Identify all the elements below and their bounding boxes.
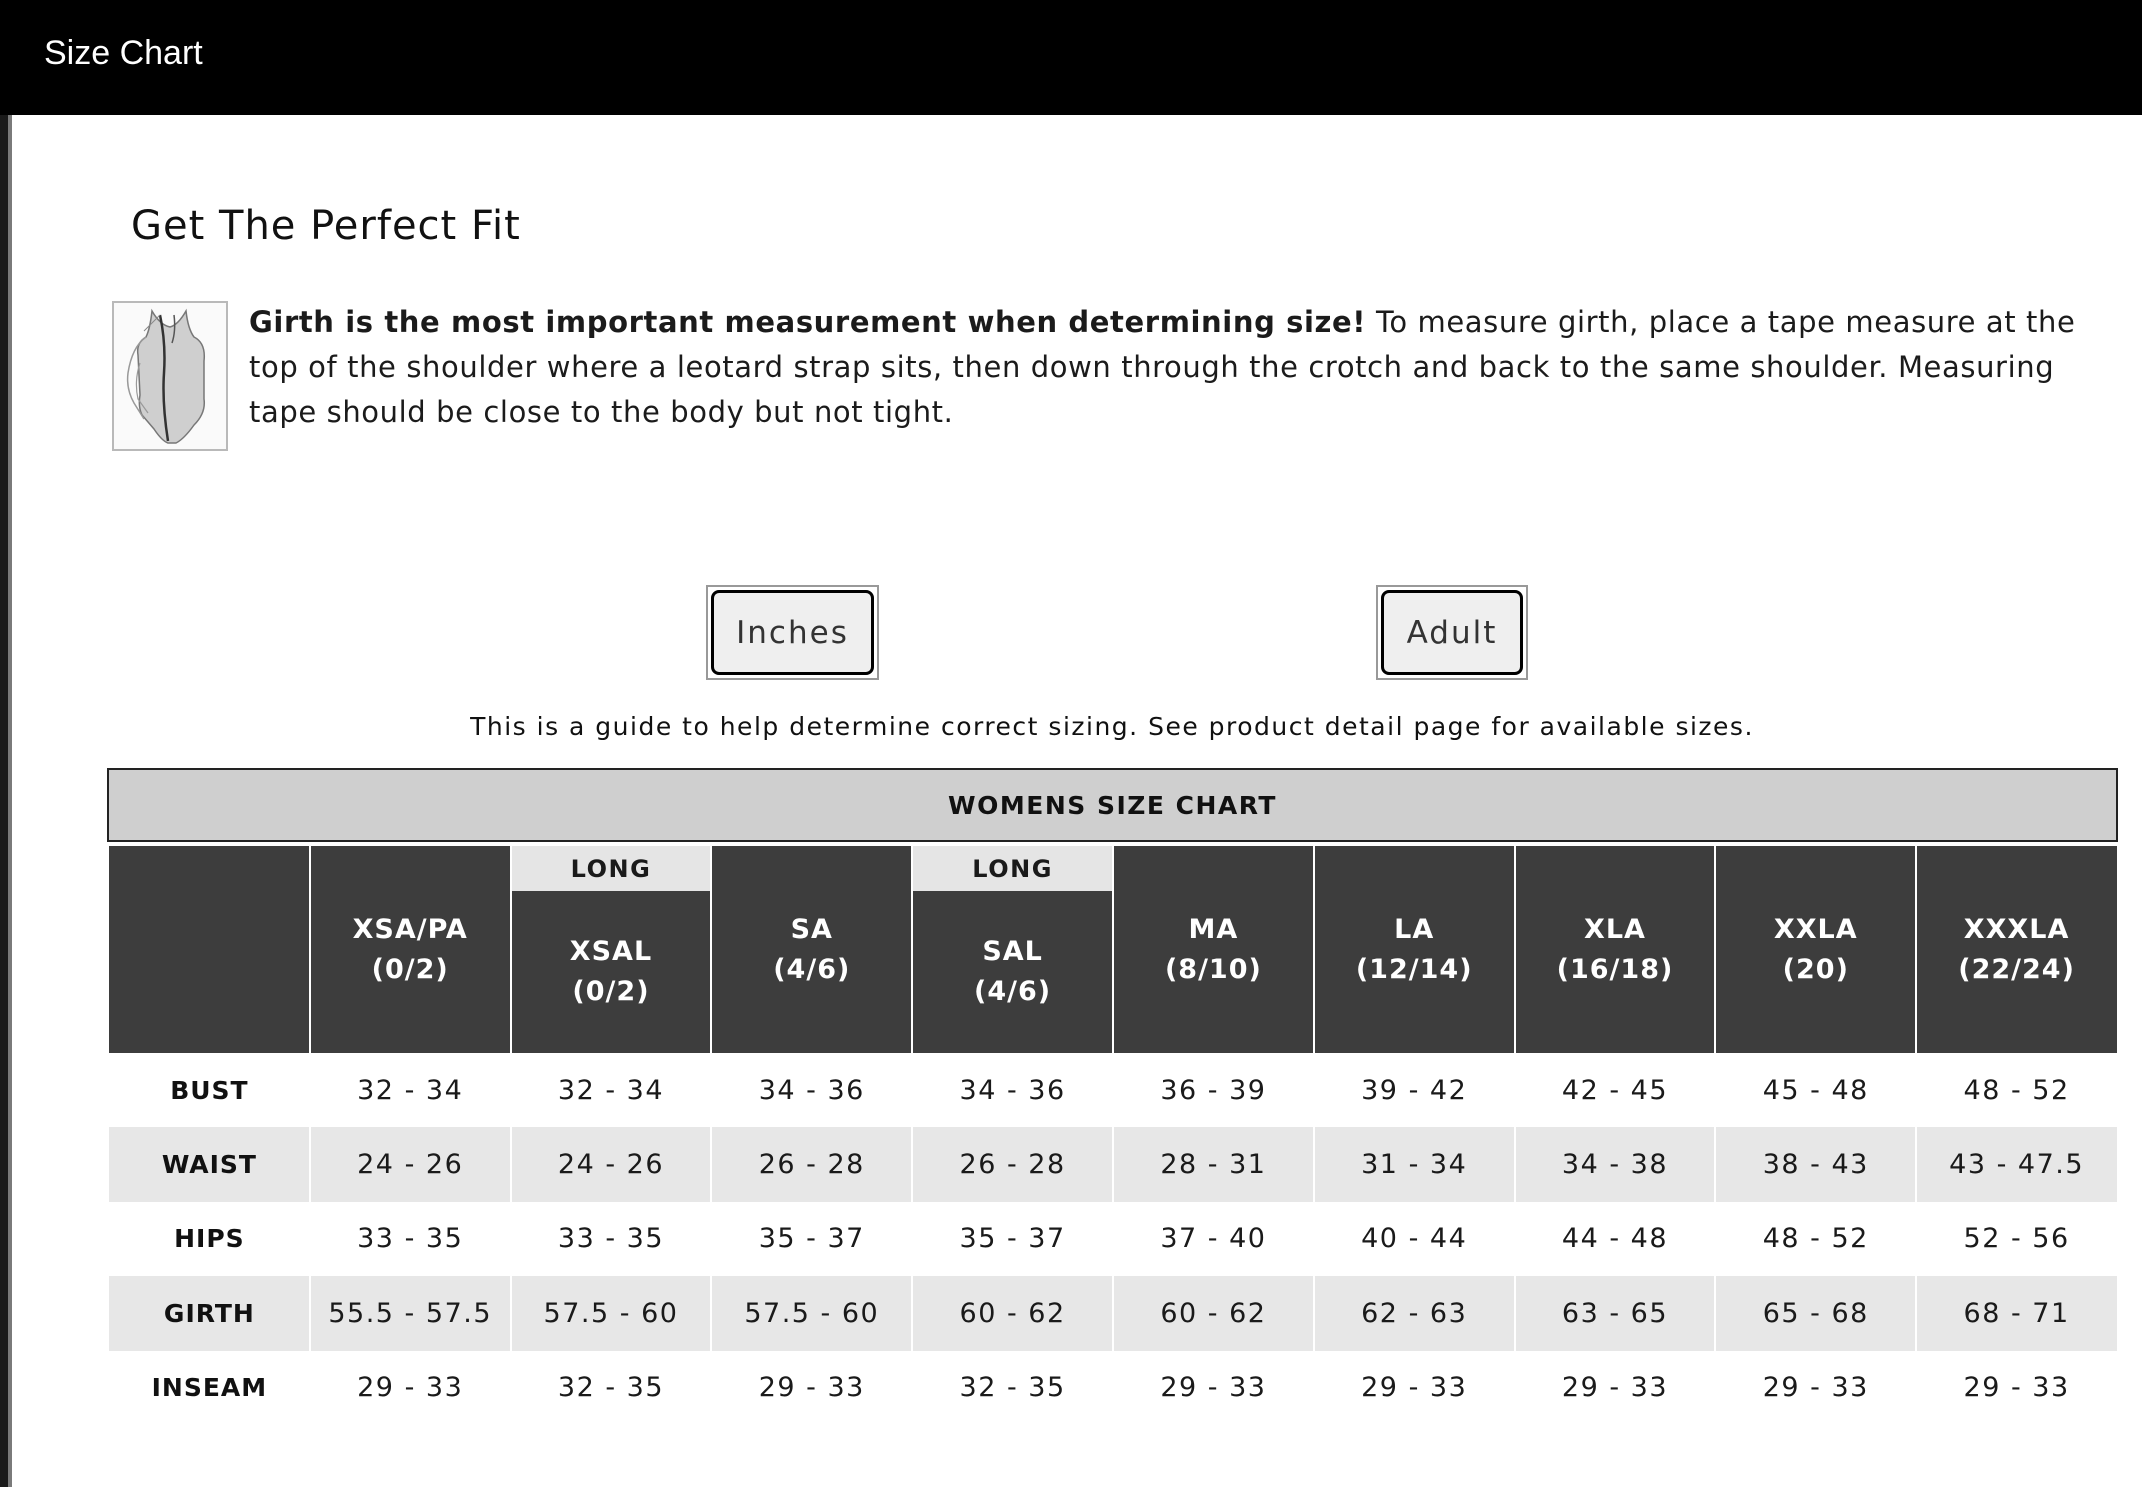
measurement-value: 24 - 26 [511, 1127, 712, 1201]
bodysuit-measurement-illustration [112, 301, 228, 451]
size-column-header [1314, 846, 1515, 1053]
size-group-frame [1376, 585, 1528, 680]
measurement-value: 36 - 39 [1160, 1074, 1267, 1106]
measurement-value: 32 - 34 [357, 1074, 464, 1106]
measurement-value: 29 - 33 [1963, 1372, 2070, 1404]
girth-instructions-emphasis: Girth is the most important measurement when determining size! [249, 305, 1367, 339]
measurement-value: 34 - 36 [758, 1074, 865, 1106]
size-column-header [1113, 846, 1314, 1053]
size-column-header [912, 891, 1113, 1053]
measurement-value: 48 - 52 [1762, 1223, 1869, 1255]
sizing-guide-note: This is a guide to help determine correct sizing. See product detail page for available sizes. [470, 712, 1754, 741]
measurement-value: 65 - 68 [1715, 1276, 1916, 1350]
size-column-header [711, 846, 912, 1053]
measurement-value: 37 - 40 [1160, 1223, 1267, 1255]
girth-instructions-body: To measure girth, place a tape measure at the top of the shoulder where a leotard strap sits, then down through the crotch and back to the same shoulder. Measuring tape should be close to the body but not tight. [249, 305, 2076, 429]
measurement-value: 43 - 47.5 [1916, 1127, 2117, 1201]
column-divider [911, 846, 913, 1425]
size-range: (8/10) [1164, 953, 1262, 985]
size-name: LA [1394, 913, 1435, 945]
measurement-value: 42 - 45 [1561, 1074, 1669, 1106]
window-title: Size Chart [44, 34, 203, 72]
measurement-value: 48 - 52 [1963, 1074, 2070, 1106]
column-divider [1714, 846, 1716, 1425]
left-edge-border [0, 115, 12, 1487]
unit-toggle-frame [706, 585, 879, 680]
size-name: SAL [982, 936, 1043, 967]
measurement-value: 29 - 33 [1361, 1372, 1468, 1404]
measurement-value: 62 - 63 [1314, 1276, 1515, 1350]
size-group-toggle-button[interactable]: Adult [1381, 590, 1523, 675]
size-name: XXLA [1773, 913, 1858, 945]
measurement-label: GIRTH [109, 1276, 310, 1350]
measurement-value: 29 - 33 [357, 1372, 464, 1404]
measurement-value: 24 - 26 [310, 1127, 511, 1201]
size-column-header [1715, 846, 1916, 1053]
measurement-value: 40 - 44 [1361, 1223, 1468, 1255]
size-column-header [1515, 846, 1716, 1053]
girth-instructions [249, 300, 2109, 435]
measurement-value: 45 - 48 [1762, 1074, 1869, 1106]
measurement-value: 60 - 62 [912, 1276, 1113, 1350]
page-heading: Get The Perfect Fit [131, 203, 521, 249]
measurement-value: 29 - 33 [758, 1372, 865, 1404]
measurement-value: 29 - 33 [1762, 1372, 1869, 1404]
size-name: XXXLA [1963, 913, 2070, 945]
header-corner-cell [109, 846, 310, 1053]
measurement-value: 35 - 37 [959, 1223, 1066, 1255]
measurement-label: INSEAM [151, 1373, 268, 1403]
size-name: XSA/PA [352, 913, 468, 945]
size-column-header [511, 891, 712, 1053]
measurement-label: WAIST [109, 1127, 310, 1201]
measurement-value: 34 - 38 [1515, 1127, 1716, 1201]
measurement-value: 57.5 - 60 [711, 1276, 912, 1350]
measurement-value: 32 - 35 [557, 1372, 665, 1404]
column-divider [1915, 846, 1917, 1425]
window-header [0, 0, 2142, 115]
unit-toggle-button[interactable]: Inches [711, 590, 874, 675]
measurement-value: 32 - 35 [959, 1372, 1066, 1404]
size-name: XSAL [569, 936, 653, 967]
size-range: (22/24) [1958, 953, 2075, 985]
measurement-value: 32 - 34 [557, 1074, 665, 1106]
size-name: XLA [1584, 913, 1646, 945]
measurement-value: 52 - 56 [1963, 1223, 2070, 1255]
measurement-value: 26 - 28 [711, 1127, 912, 1201]
measurement-value: 28 - 31 [1113, 1127, 1314, 1201]
measurement-value: 34 - 36 [959, 1074, 1066, 1106]
size-range: (12/14) [1355, 953, 1473, 985]
measurement-value: 38 - 43 [1715, 1127, 1916, 1201]
column-divider [309, 846, 311, 1425]
column-divider [710, 846, 712, 1425]
size-range: (0/2) [371, 953, 449, 985]
column-divider [1112, 846, 1114, 1425]
measurement-label: HIPS [174, 1224, 245, 1254]
size-range: (20) [1782, 953, 1849, 985]
measurement-value: 26 - 28 [912, 1127, 1113, 1201]
measurement-value: 33 - 35 [557, 1223, 665, 1255]
size-column-header [1916, 846, 2117, 1053]
size-chart-title: WOMENS SIZE CHART [107, 768, 2118, 842]
measurement-label: BUST [170, 1075, 249, 1105]
measurement-value: 35 - 37 [758, 1223, 865, 1255]
size-range: (0/2) [572, 976, 650, 1007]
size-range: (4/6) [773, 953, 851, 985]
column-divider [1313, 846, 1315, 1425]
column-divider [510, 846, 512, 1425]
measurement-value: 31 - 34 [1314, 1127, 1515, 1201]
long-size-label: LONG [511, 846, 712, 891]
measurement-value: 60 - 62 [1113, 1276, 1314, 1350]
measurement-value: 44 - 48 [1561, 1223, 1669, 1255]
size-column-header [310, 846, 511, 1053]
measurement-value: 33 - 35 [357, 1223, 464, 1255]
measurement-value: 57.5 - 60 [511, 1276, 712, 1350]
long-size-label: LONG [912, 846, 1113, 891]
size-range: (4/6) [974, 976, 1052, 1007]
measurement-value: 29 - 33 [1561, 1372, 1669, 1404]
measurement-value: 68 - 71 [1916, 1276, 2117, 1350]
measurement-value: 55.5 - 57.5 [310, 1276, 511, 1350]
column-divider [1514, 846, 1516, 1425]
measurement-value: 39 - 42 [1361, 1074, 1468, 1106]
size-name: MA [1188, 913, 1239, 945]
measurement-value: 29 - 33 [1160, 1372, 1267, 1404]
size-name: SA [790, 913, 833, 945]
size-range: (16/18) [1556, 953, 1674, 985]
measurement-value: 63 - 65 [1515, 1276, 1716, 1350]
